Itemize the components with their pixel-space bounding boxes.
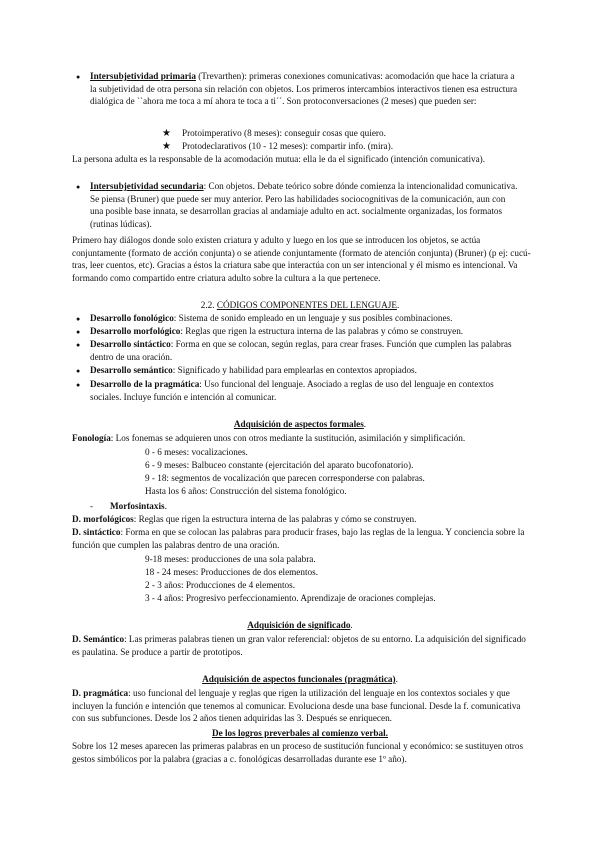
paragraph-pragmatica: D. pragmática: uso funcional del lenguaje y reglas que rigen la utilización del lenguaje en los contextos sociales y que incluyen la función e intención que tenemos al comunicar. Evoluciona desde una base funcional. Desde la f. comunicativa con sus subfunciones. Desde los 2 años tienen adquiridas las 3. Después se enriquecen. (72, 688, 521, 724)
term: D. morfológicos (72, 514, 134, 524)
bullet-icon (76, 70, 80, 84)
bullet-icon (76, 180, 80, 194)
star-item-text: Protoimperativo (8 meses): conseguir cosas que quiero. (182, 128, 386, 138)
section-title: Adquisición de significado (247, 620, 351, 630)
section-title: Adquisición de aspectos funcionales (pragmática) (202, 674, 396, 684)
section-title: CÓDIGOS COMPONENTES DEL LENGUAJE (216, 300, 397, 310)
fonologia-stage: 0 - 6 meses: vocalizaciones. (145, 447, 248, 457)
paragraph-morfologicos: D. morfológicos: Reglas que rigen la estructura interna de las palabras y cómo se construyen. (72, 514, 417, 524)
paragraph-semantico: D. Semántico: Las primeras palabras tienen un gran valor referencial: objetos de su entorno. La adquisición del significado es paulatina. Se produce a partir de prototipos. (72, 634, 526, 657)
dash-item-morfosintaxis: - Morfosintaxis. (90, 501, 167, 511)
bullet-desarrollo-fonologico: ● Desarrollo fonológico: Sistema de sonido empleado en un lenguaje y sus posibles combinaciones. (90, 312, 520, 325)
star-icon (162, 140, 171, 154)
term: Desarrollo fonológico (90, 313, 174, 323)
term: D. Semántico (72, 634, 125, 644)
paragraph-dialogos: Primero hay diálogos donde solo existen criatura y adulto y luego en los que se introducen los objetos, se actúa conjuntamente (formato de acción conjunta) o se atiende conjuntamente (formato de atención conjunta) (Bruner) (p ej: cucú-tras, leer cuentos, etc). Gracias a éstos la criatura sabe que interactúa con un ser intencional y él mismo es intencional. Va formando como compartido entre criatura adulto sobre la cultura a la que pertenece. (72, 235, 531, 283)
paragraph-text: (Trevarthen): primeras conexiones comunicativas: acomodación que hace la criatura a la subjetividad de otra persona sin relación con objetos. Los primeros intercambios interactivos tienen esa estructura dialógica de ``ahora me toca a mí ahora te toca a ti´´. Son protoconversaciones (2 meses) que pueden ser: (90, 71, 518, 107)
section-title: De los logros preverbales al comienzo verbal. (212, 728, 388, 738)
paragraph-sintactico: D. sintáctico: Forma en que se colocan las palabras para producir frases, bajo las reglas de la lengua. Y conciencia sobre la función que cumplen las palabras dentro de una oración. (72, 527, 525, 550)
paragraph-logros: Sobre los 12 meses aparecen las primeras palabras en un proceso de sustitución funcional y económico: se sustituyen otros gestos simbólicos por la palabra (gracias a c. fonológicas desarrolladas durante ese 1º año). (72, 741, 524, 764)
term: Intersubjetividad secundaria (90, 181, 204, 191)
term: Desarrollo semántico (90, 365, 173, 375)
dash-marker: - (90, 501, 94, 511)
bullet-icon (76, 378, 80, 392)
sintaxis-stage: 3 - 4 años: Progresivo perfeccionamiento. Aprendizaje de oraciones complejas. (145, 593, 436, 603)
fonologia-stage: Hasta los 6 años: Construcción del sistema fonológico. (145, 486, 347, 496)
term: Desarrollo morfológico (90, 326, 181, 336)
bullet-desarrollo-pragmatica: ● Desarrollo de la pragmática: Uso funcional del lenguaje. Asociado a reglas de uso del lenguaje en contextos sociales. Incluye función e intención al comunicar. (90, 378, 520, 403)
term: Fonología (72, 433, 111, 443)
section-heading-funcionales: Adquisición de aspectos funcionales (pragmática). (202, 674, 398, 684)
star-icon (162, 127, 171, 141)
bullet-icon (76, 312, 80, 326)
star-item-text: Protodeclarativos (10 - 12 meses): compartir info. (mira). (182, 141, 393, 151)
paragraph-text: : Con objetos. Debate teórico sobre dónde comienza la intencionalidad comunicativa. Se piensa (Bruner) que puede ser muy anterior. Pero las habilidades sociocognitivas de la comunicación, aun con una posible base innata, se desarrollan gracias al andamiaje adulto en act. socialmente organizadas, los formatos (rutinas lúdicas). (90, 181, 518, 229)
fonologia-stage: 6 - 9 meses: Balbuceo constante (ejercitación del aparato bucofonatorio). (145, 460, 414, 470)
section-heading-formales: Adquisición de aspectos formales. (233, 419, 367, 429)
bullet-icon (76, 338, 80, 352)
bullet-intersubjetividad-primaria (90, 70, 520, 108)
section-heading-codigos: 2.2. CÓDIGOS COMPONENTES DEL LENGUAJE. (200, 300, 400, 310)
bullet-icon (76, 364, 80, 378)
bullet-desarrollo-sintactico: ● Desarrollo sintáctico: Forma en que se colocan, según reglas, para crear frases. Función que cumplen las palabras dentro de una oración. (90, 338, 520, 363)
fonologia-stage: 9 - 18: segmentos de vocalización que parecen corresponderse con palabras. (145, 473, 425, 483)
paragraph-acomodacion: La persona adulta es la responsable de la acomodación mutua: ella le da el significado (intención comunicativa). (72, 154, 486, 164)
term: Desarrollo sintáctico (90, 339, 171, 349)
bullet-intersubjetividad-secundaria (90, 180, 520, 230)
term: Intersubjetividad primaria (90, 71, 196, 81)
section-number: 2.2. (200, 300, 217, 310)
bullet-icon (76, 325, 80, 339)
section-heading-significado: Adquisición de significado. (247, 620, 353, 630)
term: D. pragmática (72, 688, 129, 698)
sintaxis-stage: 2 - 3 años: Producciones de 4 elementos. (145, 580, 296, 590)
bullet-desarrollo-semantico: ● Desarrollo semántico: Significado y habilidad para emplearlas en contextos apropiados. (90, 364, 520, 377)
sintaxis-stage: 18 - 24 meses: Producciones de dos elementos. (145, 567, 318, 577)
paragraph-fonologia: Fonología: Los fonemas se adquieren unos con otros mediante la sustitución, asimilación y simplificación. (72, 433, 466, 443)
subheading: Morfosintaxis (110, 501, 165, 511)
section-title: Adquisición de aspectos formales (233, 419, 364, 429)
sintaxis-stage: 9-18 meses: producciones de una sola palabra. (145, 554, 316, 564)
term: D. sintáctico (72, 527, 121, 537)
term: Desarrollo de la pragmática (90, 379, 200, 389)
bullet-desarrollo-morfologico: ● Desarrollo morfológico: Reglas que rigen la estructura interna de las palabras y cómo se construyen. (90, 325, 520, 338)
section-heading-logros (0, 727, 600, 740)
